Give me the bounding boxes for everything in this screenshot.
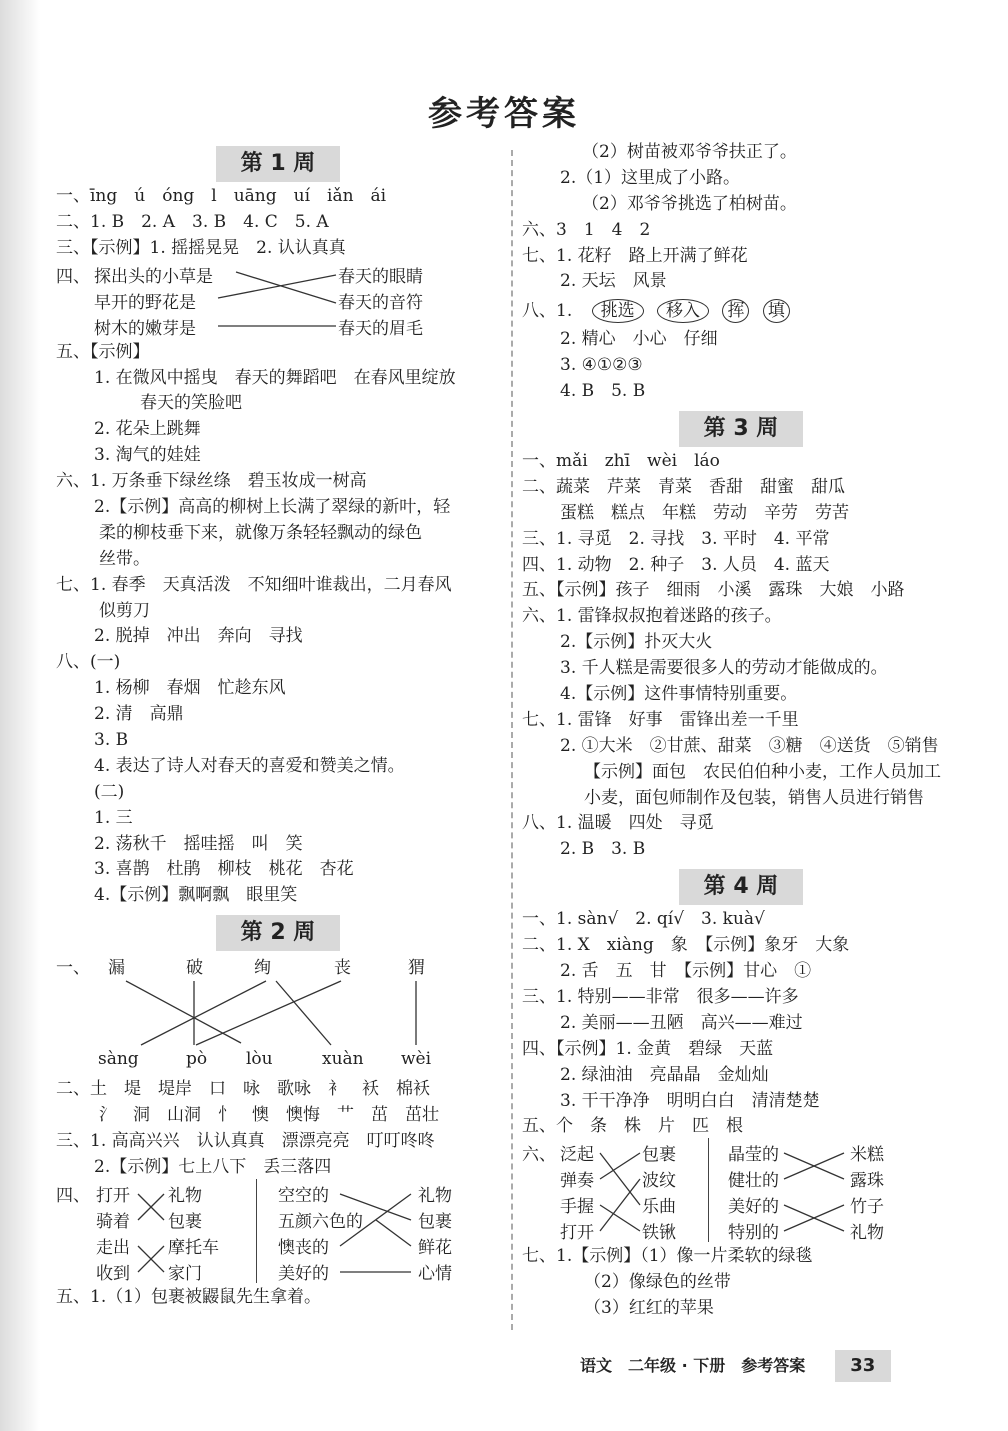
answer-line: 七、1. 花籽 路上开满了鲜花 (522, 245, 748, 266)
answer-line: 2. 舌 五 甘 【示例】甘心 ① (560, 961, 812, 982)
item-prefix: 四、 (56, 1185, 90, 1206)
character: 丧 (334, 958, 351, 979)
answer-line: 一、mǎi zhī wèi láo (522, 451, 720, 472)
answer-line: 三、【示例】1. 摇摇晃晃 2. 认认真真 (56, 237, 346, 258)
match-noun: 包裹 (168, 1211, 202, 1232)
match-right: 春天的眼睛 (338, 266, 423, 287)
match-verb: 打开 (560, 1223, 594, 1244)
week3-header: 第 3 周 (679, 411, 803, 447)
answer-line: 三、1. 高高兴兴 认认真真 漂漂亮亮 叮叮咚咚 (56, 1131, 435, 1152)
answer-line: 1. 在微风中摇曳 春天的舞蹈吧 在春风里绽放 (94, 367, 456, 388)
answer-line: 六、1. 雷锋叔叔抱着迷路的孩子。 (522, 606, 782, 627)
match-verb: 弹奏 (560, 1171, 594, 1192)
page-edge-shadow (0, 0, 40, 1431)
match-noun: 礼物 (168, 1185, 202, 1206)
match-noun: 家门 (168, 1263, 202, 1284)
match-noun: 包裹 (642, 1145, 676, 1166)
match-right: 春天的音符 (338, 292, 423, 313)
match-adj: 美好的 (728, 1197, 779, 1218)
answer-line: 八、1. 温暖 四处 寻觅 (522, 813, 714, 834)
match-verb: 走出 (96, 1237, 130, 1258)
answer-line: 一、1. sàn√ 2. qí√ 3. kuà√ (522, 909, 765, 930)
answer-line: （2）像绿色的丝带 (584, 1272, 731, 1293)
answer-line: （2）邓爷爷挑选了柏树苗。 (582, 193, 797, 214)
pinyin: pò (186, 1049, 208, 1070)
match-noun: 露珠 (850, 1171, 884, 1192)
answer-line: 3. 干干净净 明明白白 清清楚楚 (560, 1090, 820, 1111)
answer-line: 春天的笑脸吧 (140, 393, 242, 414)
answer-line: 2. 荡秋千 摇哇摇 叫 笑 (94, 833, 303, 854)
page-number: 33 (835, 1350, 891, 1382)
item-prefix: 一、 (56, 958, 90, 979)
answer-line: 3. ④①②③ (560, 355, 643, 376)
answer-line: 2. B 3. B (560, 839, 646, 860)
character: 绚 (254, 958, 271, 979)
answer-line: 2. 天坛 风景 (560, 271, 667, 292)
week2-header: 第 2 周 (216, 915, 340, 951)
match-right: 春天的眉毛 (338, 318, 423, 339)
answer-line: （3）红红的苹果 (584, 1298, 714, 1319)
answer-line: 【示例】面包 农民伯伯种小麦，工作人员加工 (584, 761, 941, 782)
answer-line: 3. 喜鹊 杜鹃 柳枝 桃花 杏花 (94, 859, 354, 880)
answer-line: 2. 绿油油 亮晶晶 金灿灿 (560, 1064, 769, 1085)
week4-header: 第 4 周 (679, 869, 803, 905)
answer-line: 2. 花朵上跳舞 (94, 419, 201, 440)
character: 漏 (108, 958, 125, 979)
answer-line: 六、1. 万条垂下绿丝绦 碧玉妆成一树高 (56, 471, 367, 492)
match-verb: 收到 (96, 1263, 130, 1284)
answer-line: 五、个 条 株 片 匹 根 (522, 1116, 743, 1137)
answer-line: 2.【示例】七上八下 丢三落四 (94, 1156, 332, 1177)
match-adj: 空空的 (278, 1185, 329, 1206)
match-adj: 晶莹的 (728, 1145, 779, 1166)
answer-line: 七、1.【示例】（1）像一片柔软的绿毯 (522, 1246, 813, 1267)
answer-line: 2. 脱掉 冲出 奔向 寻找 (94, 626, 303, 647)
match-noun: 米糕 (850, 1145, 884, 1166)
match-noun: 鲜花 (418, 1237, 452, 1258)
item-prefix: 四、 (56, 266, 90, 287)
answer-line: 4.【示例】飘啊飘 眼里笑 (94, 885, 298, 906)
match-noun: 礼物 (418, 1185, 452, 1206)
footer-text: 语文 二年级 · 下册 参考答案 (580, 1356, 806, 1375)
answer-line: 2. 清 高鼎 (94, 704, 184, 725)
match-verb: 泛起 (560, 1145, 594, 1166)
week2-matching (56, 1181, 504, 1285)
week2-pinyin-matching (56, 953, 504, 1077)
answer-line: （2）树苗被邓爷爷扶正了。 (582, 142, 797, 162)
answer-line: 3. 淘气的娃娃 (94, 445, 201, 466)
pinyin: lòu (246, 1049, 273, 1070)
answer-line: 2.【示例】高高的柳树上长满了翠绿的新叶，轻 (94, 497, 451, 518)
answer-line: 五、【示例】孩子 细雨 小溪 露珠 大娘 小路 (522, 580, 905, 601)
answer-line: 三、1. 寻觅 2. 寻找 3. 平时 4. 平常 (522, 528, 830, 549)
week1-header: 第 1 周 (216, 146, 340, 182)
answer-line: 4.【示例】这件事情特别重要。 (560, 684, 798, 705)
match-noun: 铁锹 (642, 1223, 676, 1244)
answer-line: 2. ①大米 ②甘蔗、甜菜 ③糖 ④送货 ⑤销售 (560, 735, 939, 756)
item-prefix: 六、 (522, 1145, 556, 1166)
match-noun: 竹子 (850, 1197, 884, 1218)
match-adj: 懊丧的 (278, 1237, 329, 1258)
match-noun: 波纹 (642, 1171, 676, 1192)
answer-line: 七、1. 春季 天真活泼 不知细叶谁裁出，二月春风 (56, 574, 452, 595)
answer-line: 蛋糕 糕点 年糕 劳动 辛劳 劳苦 (560, 502, 849, 523)
answer-line: 二、1. X xiàng 象 【示例】象牙 大象 (522, 935, 850, 956)
page-footer (580, 1350, 891, 1382)
answer-line: 3. B (94, 730, 129, 751)
answer-line: 2.【示例】扑灭大火 (560, 632, 713, 653)
pinyin: sàng (98, 1049, 139, 1070)
match-verb: 打开 (96, 1185, 130, 1206)
match-noun: 礼物 (850, 1223, 884, 1244)
answer-line: 二、蔬菜 芹菜 青菜 香甜 甜蜜 甜瓜 (522, 476, 845, 497)
answer-line: 柔的柳枝垂下来，就像万条轻轻飘动的绿色 (99, 522, 422, 543)
match-adj: 健壮的 (728, 1171, 779, 1192)
answer-line: 四、【示例】1. 金黄 碧绿 天蓝 (522, 1038, 774, 1059)
answer-line: 1. 三 (94, 807, 133, 828)
match-adj: 特别的 (728, 1223, 779, 1244)
match-verb: 骑着 (96, 1211, 130, 1232)
answer-line: 3. 千人糕是需要很多人的劳动才能做成的。 (560, 658, 888, 679)
answer-line: 四、1. 动物 2. 种子 3. 人员 4. 蓝天 (522, 554, 830, 575)
answer-line: 2. 精心 小心 仔细 (560, 329, 718, 350)
match-noun: 摩托车 (168, 1237, 219, 1258)
match-verb: 手握 (560, 1197, 594, 1218)
pinyin: wèi (401, 1049, 432, 1070)
item-prefix: 八、1. (522, 301, 573, 322)
answer-line: 2.（1）这里成了小路。 (560, 167, 741, 188)
right-column (522, 140, 982, 1322)
match-adj: 美好的 (278, 1263, 329, 1284)
answer-line: 4. 表达了诗人对春天的喜爱和赞美之情。 (94, 755, 405, 776)
match-noun: 乐曲 (642, 1197, 676, 1218)
character: 破 (186, 958, 203, 979)
answer-line: 4. B 5. B (560, 381, 646, 402)
match-left: 早开的野花是 (94, 292, 196, 313)
week1-matching (56, 262, 504, 340)
circled-word: 挥 (722, 299, 749, 323)
answer-line: 一、īng ú óng l uāng uí iǎn ái (56, 186, 387, 206)
column-divider (511, 150, 513, 1330)
answer-line: 六、3 1 4 2 (522, 219, 651, 240)
left-column (56, 140, 504, 1311)
answer-line: 五、【示例】 (56, 341, 150, 362)
match-noun: 心情 (418, 1263, 452, 1284)
answer-line: 氵 洞 山洞 忄 懊 懊悔 艹 茁 茁壮 (99, 1105, 439, 1126)
separator (256, 1179, 257, 1283)
match-noun: 包裹 (418, 1211, 452, 1232)
answer-line: 小麦，面包师制作及包装，销售人员进行销售 (584, 787, 924, 808)
page-title: 参考答案 (428, 94, 580, 134)
circled-word: 填 (763, 299, 790, 323)
separator (708, 1138, 709, 1242)
answer-line: 二、土 堤 堤岸 口 咏 歌咏 衤 袄 棉袄 (56, 1079, 430, 1100)
answer-line: 五、1.（1）包裹被鼹鼠先生拿着。 (56, 1286, 322, 1307)
answer-line: 三、1. 特别——非常 很多——许多 (522, 986, 799, 1007)
week4-matching (522, 1140, 982, 1244)
match-adj: 五颜六色的 (278, 1211, 363, 1232)
answer-line (522, 295, 982, 327)
answer-line: 七、1. 雷锋 好事 雷锋出差一千里 (522, 709, 799, 730)
match-left: 探出头的小草是 (94, 266, 213, 287)
answer-line: 2. 美丽——丑陋 高兴——难过 (560, 1012, 803, 1033)
circled-word: 移入 (657, 299, 709, 323)
circled-word: 挑选 (592, 299, 644, 323)
answer-line: 丝带。 (99, 548, 150, 569)
answer-line: 八、(一) (56, 652, 121, 673)
answer-line: 二、1. B 2. A 3. B 4. C 5. A (56, 211, 329, 232)
pinyin: xuàn (322, 1049, 364, 1070)
answer-line: 1. 杨柳 春烟 忙趁东风 (94, 678, 286, 699)
match-left: 树木的嫩芽是 (94, 318, 196, 339)
answer-line: (二) (94, 781, 125, 802)
character: 猬 (408, 958, 425, 979)
answer-line: 似剪刀 (99, 600, 150, 621)
